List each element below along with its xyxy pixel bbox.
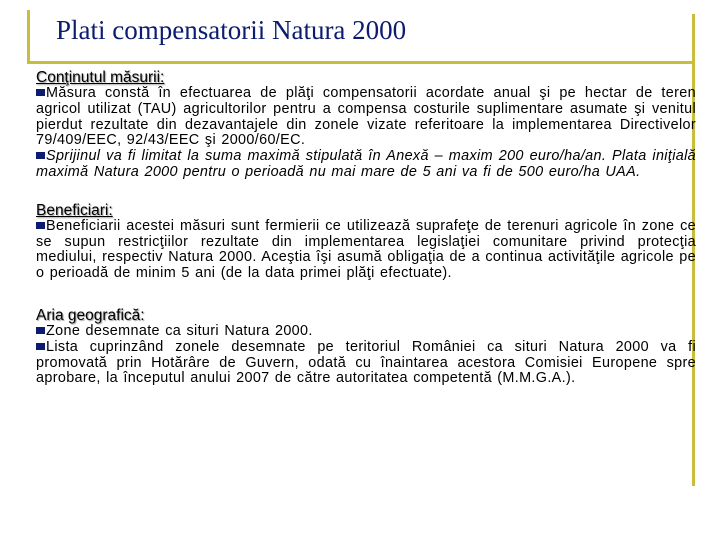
paragraph-text: Măsura constă în efectuarea de plăţi compensatorii acordate anual şi pe hectar de teren agricol utilizat (TAU) agricultorilor pentru a compensa costurile suplimentare asumate şi venitul pierdut rezultate din dezavantajele din zonele vizate referitoare la implementarea Directivelor 79/409/EEC, 92/43/EEC şi 2000/60/EC.	[36, 85, 696, 149]
section-heading-beneficiari: Beneficiari:	[36, 201, 113, 219]
paragraph-continut-1	[36, 86, 696, 149]
paragraph-text: Lista cuprinzând zonele desemnate pe teritoriul României ca situri Natura 2000 va fi promovată prin Hotărâre de Guvern, odată cu înaintarea acestora Comisiei Europene spre aprobare, la începutul anului 2007 de către autoritatea competentă (M.M.G.A.).	[36, 338, 696, 387]
section-aria	[36, 307, 696, 387]
section-continut	[36, 69, 696, 181]
section-heading-aria: Aria geografică:	[36, 306, 145, 324]
paragraph-aria-2	[36, 340, 696, 387]
square-bullet-icon	[36, 222, 45, 229]
section-heading-continut: Conţinutul măsurii:	[36, 69, 165, 86]
decorative-vertical-line	[27, 10, 30, 63]
paragraph-aria-1	[36, 324, 696, 340]
paragraph-text: Beneficiarii acestei măsuri sunt fermierii ce utilizează suprafeţe de terenuri agricole în zone ce se supun restricţiilor rezultate din implementarea legislaţiei comunitare privind protecţia mediului, respectiv Natura 2000. Aceştia îşi asumă obligaţia de a continua activităţile agricole pe o perioadă de minim 5 ani (de la data primei plăţi efectuate).	[36, 217, 696, 282]
slide-title: Plati compensatorii Natura 2000	[56, 15, 407, 45]
square-bullet-icon	[36, 89, 45, 96]
paragraph-continut-2	[36, 149, 696, 181]
decorative-horizontal-line	[27, 61, 694, 64]
paragraph-beneficiari-1	[36, 219, 696, 282]
square-bullet-icon	[36, 152, 45, 159]
square-bullet-icon	[36, 343, 45, 350]
section-beneficiari	[36, 202, 696, 282]
slide-content	[36, 69, 696, 387]
section-spacer	[36, 282, 696, 307]
paragraph-text: Sprijinul va fi limitat la suma maximă stipulată în Anexă – maxim 200 euro/ha/an. Plata iniţială maximă Natura 2000 pentru o perioadă nu mai mare de 5 ani va fi de 500 euro/ha UAA.	[36, 148, 696, 180]
section-spacer	[36, 181, 696, 202]
paragraph-text: Zone desemnate ca situri Natura 2000.	[46, 322, 313, 339]
square-bullet-icon	[36, 327, 45, 334]
